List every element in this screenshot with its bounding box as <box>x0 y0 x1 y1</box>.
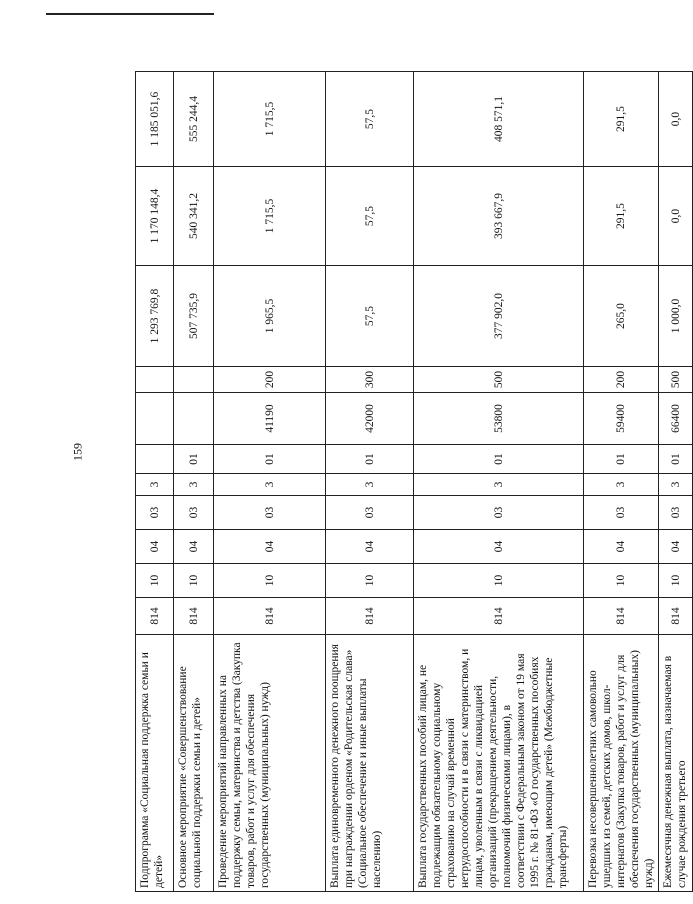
row-name: Выплата единовременного денежного поощрения при награждении орденом «Родительская слава» (Социальное обеспечение и иные выплаты населению) <box>326 635 414 892</box>
row-name: Проведение мероприятий направленных на поддержку семьи, материнства и детства (Закупка товаров, работ и услуг для обеспечения государственных (муниципальных) нужд) <box>214 635 326 892</box>
sum-year-1: 1 965,5 <box>214 266 326 367</box>
event-code: 01 <box>659 445 693 474</box>
event-code <box>136 445 174 474</box>
sum-year-1: 57,5 <box>326 266 414 367</box>
admin-code: 814 <box>174 598 214 635</box>
row-name: Перевозка несовершеннолетних самовольно ушедших из семей, детских домов, школ-интернатов (Закупка товаров, работ и услуг для обеспечения государственных (муниципальных) нужд) <box>584 635 659 892</box>
event-code: 01 <box>584 445 659 474</box>
subsection-code: 04 <box>584 530 659 564</box>
row-name: Выплата государственных пособий лицам, не подлежащим обязательному социальному страхованию на случай временной нетрудоспособности и в связи с материнством, и лицам, уволенным в связи с ликвидацией организаций (прекращением деятельности, полномочий физическими лицами), в соответствии с Федеральным законом от 19 мая 1995 г. № 81-ФЗ «О государственных пособиях гражданам, имеющим детей» (Межбюджетные трансферты) <box>414 635 584 892</box>
expense-type-code: 500 <box>414 367 584 393</box>
sum-year-3: 555 244,4 <box>174 72 214 167</box>
sum-year-2: 1 715,5 <box>214 167 326 266</box>
subprogram-code: 3 <box>174 474 214 496</box>
row-name: Подпрограмма «Социальная поддержка семьи и детей» <box>136 635 174 892</box>
page-number: 159 <box>70 443 85 461</box>
admin-code: 814 <box>326 598 414 635</box>
event-code: 01 <box>414 445 584 474</box>
expense-type-code <box>136 367 174 393</box>
subprogram-code: 3 <box>326 474 414 496</box>
program-code: 03 <box>136 496 174 530</box>
table-row <box>414 72 584 892</box>
table-row <box>326 72 414 892</box>
section-code: 10 <box>414 564 584 598</box>
admin-code: 814 <box>584 598 659 635</box>
subprogram-code: 3 <box>136 474 174 496</box>
admin-code: 814 <box>136 598 174 635</box>
sum-year-2: 1 170 148,4 <box>136 167 174 266</box>
section-code: 10 <box>659 564 693 598</box>
subsection-code: 04 <box>174 530 214 564</box>
expense-type-code: 300 <box>326 367 414 393</box>
sum-year-2: 0,0 <box>659 167 693 266</box>
sum-year-1: 1 000,0 <box>659 266 693 367</box>
event-code: 01 <box>214 445 326 474</box>
admin-code: 814 <box>214 598 326 635</box>
program-code: 03 <box>584 496 659 530</box>
rotated-table-wrapper <box>135 72 688 892</box>
subprogram-code: 3 <box>414 474 584 496</box>
admin-code: 814 <box>414 598 584 635</box>
direction-code <box>174 393 214 445</box>
direction-code: 53800 <box>414 393 584 445</box>
row-name: Ежемесячная денежная выплата, назначаемая в случае рождения третьего <box>659 635 693 892</box>
top-rule <box>46 13 214 15</box>
sum-year-1: 265,0 <box>584 266 659 367</box>
section-code: 10 <box>326 564 414 598</box>
sum-year-2: 57,5 <box>326 167 414 266</box>
direction-code: 42000 <box>326 393 414 445</box>
sum-year-3: 57,5 <box>326 72 414 167</box>
expense-type-code: 200 <box>214 367 326 393</box>
direction-code: 66400 <box>659 393 693 445</box>
subsection-code: 04 <box>326 530 414 564</box>
expense-type-code <box>174 367 214 393</box>
table-row <box>659 72 693 892</box>
table-row <box>214 72 326 892</box>
sum-year-3: 0,0 <box>659 72 693 167</box>
expense-type-code: 500 <box>659 367 693 393</box>
section-code: 10 <box>136 564 174 598</box>
sum-year-3: 1 715,5 <box>214 72 326 167</box>
sum-year-3: 1 185 051,6 <box>136 72 174 167</box>
subprogram-code: 3 <box>214 474 326 496</box>
subprogram-code: 3 <box>659 474 693 496</box>
program-code: 03 <box>214 496 326 530</box>
sum-year-3: 291,5 <box>584 72 659 167</box>
sum-year-2: 393 667,9 <box>414 167 584 266</box>
subsection-code: 04 <box>214 530 326 564</box>
sum-year-1: 507 735,9 <box>174 266 214 367</box>
program-code: 03 <box>174 496 214 530</box>
section-code: 10 <box>214 564 326 598</box>
sum-year-1: 377 902,0 <box>414 266 584 367</box>
program-code: 03 <box>414 496 584 530</box>
program-code: 03 <box>326 496 414 530</box>
section-code: 10 <box>584 564 659 598</box>
sum-year-2: 291,5 <box>584 167 659 266</box>
table-row <box>174 72 214 892</box>
sum-year-3: 408 571,1 <box>414 72 584 167</box>
table-body <box>136 72 693 892</box>
subsection-code: 04 <box>136 530 174 564</box>
table-row <box>136 72 174 892</box>
row-name: Основное мероприятие «Совершенствование социальной поддержки семьи и детей» <box>174 635 214 892</box>
program-code: 03 <box>659 496 693 530</box>
event-code: 01 <box>174 445 214 474</box>
direction-code: 59400 <box>584 393 659 445</box>
table-row <box>584 72 659 892</box>
subsection-code: 04 <box>659 530 693 564</box>
budget-table <box>135 71 693 892</box>
direction-code: 41190 <box>214 393 326 445</box>
direction-code <box>136 393 174 445</box>
sum-year-1: 1 293 769,8 <box>136 266 174 367</box>
sum-year-2: 540 341,2 <box>174 167 214 266</box>
section-code: 10 <box>174 564 214 598</box>
admin-code: 814 <box>659 598 693 635</box>
subsection-code: 04 <box>414 530 584 564</box>
subprogram-code: 3 <box>584 474 659 496</box>
event-code: 01 <box>326 445 414 474</box>
expense-type-code: 200 <box>584 367 659 393</box>
